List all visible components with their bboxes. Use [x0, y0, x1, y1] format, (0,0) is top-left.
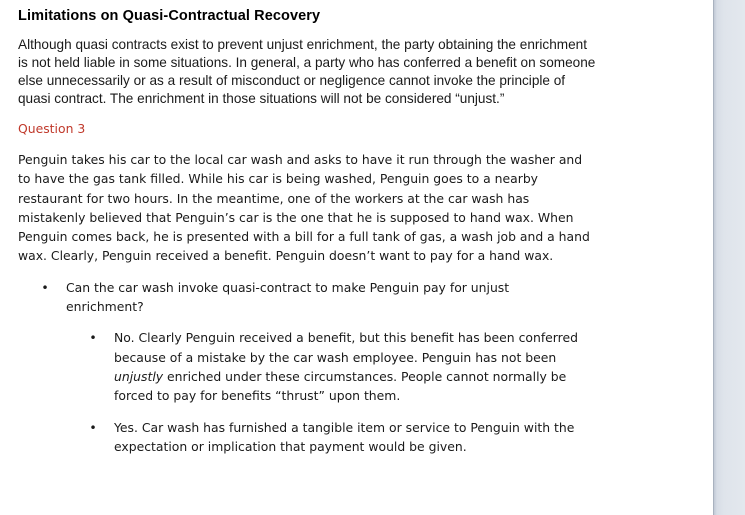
answer-yes-text: Yes. Car wash has furnished a tangible item or service to Penguin with the expectation or implication that payment would be given. [114, 419, 575, 454]
bullet-dot-icon: • [89, 330, 97, 346]
answer-no-text-before: No. Clearly Penguin received a benefit, but this benefit has been conferred because of a mistake by the car wash employee. Penguin has not been [114, 330, 578, 365]
answer-bullet-yes [18, 418, 594, 457]
window-gutter [714, 0, 745, 515]
answer-bullet-no [18, 328, 594, 405]
question-bullet [18, 278, 551, 317]
bullet-dot-icon: • [89, 419, 97, 435]
answer-no-text [114, 328, 594, 405]
answer-no-text-after: enriched under these circumstances. People cannot normally be forced to pay for benefits “thrust” upon them. [114, 368, 567, 404]
scenario-paragraph: Penguin takes his car to the local car wash and asks to have it run through the washer and to have the gas tank filled. While his car is being washed, Penguin goes to a nearby restaurant for two hours. In the meantime, one of the workers at the car wash has mistakenly believed that Penguin’s car is the one that he is supposed to hand wax. When Penguin comes back, he is presented with a bill for a full tank of gas, a wash job and a hand wax. Clearly, Penguin received a benefit. Penguin doesn’t want to pay for a hand wax. [18, 152, 590, 264]
answer-no-emphasis: unjustly [114, 368, 164, 384]
bullet-dot-icon: • [41, 279, 49, 295]
intro-paragraph: Although quasi contracts exist to prevent unjust enrichment, the party obtaining the enrichment is not held liable in some situations. In general, a party who has conferred a benefit on someone else unnecessarily or as a result of misconduct or negligence cannot invoke the principle of quasi contract. The enrichment in those situations will not be considered “unjust.” [18, 37, 596, 106]
document-content [18, 7, 598, 456]
question-text: Can the car wash invoke quasi-contract to make Penguin pay for unjust enrichment? [66, 279, 510, 315]
question-label: Question 3 [18, 121, 86, 136]
section-title: Limitations on Quasi-Contractual Recovery [18, 8, 321, 24]
